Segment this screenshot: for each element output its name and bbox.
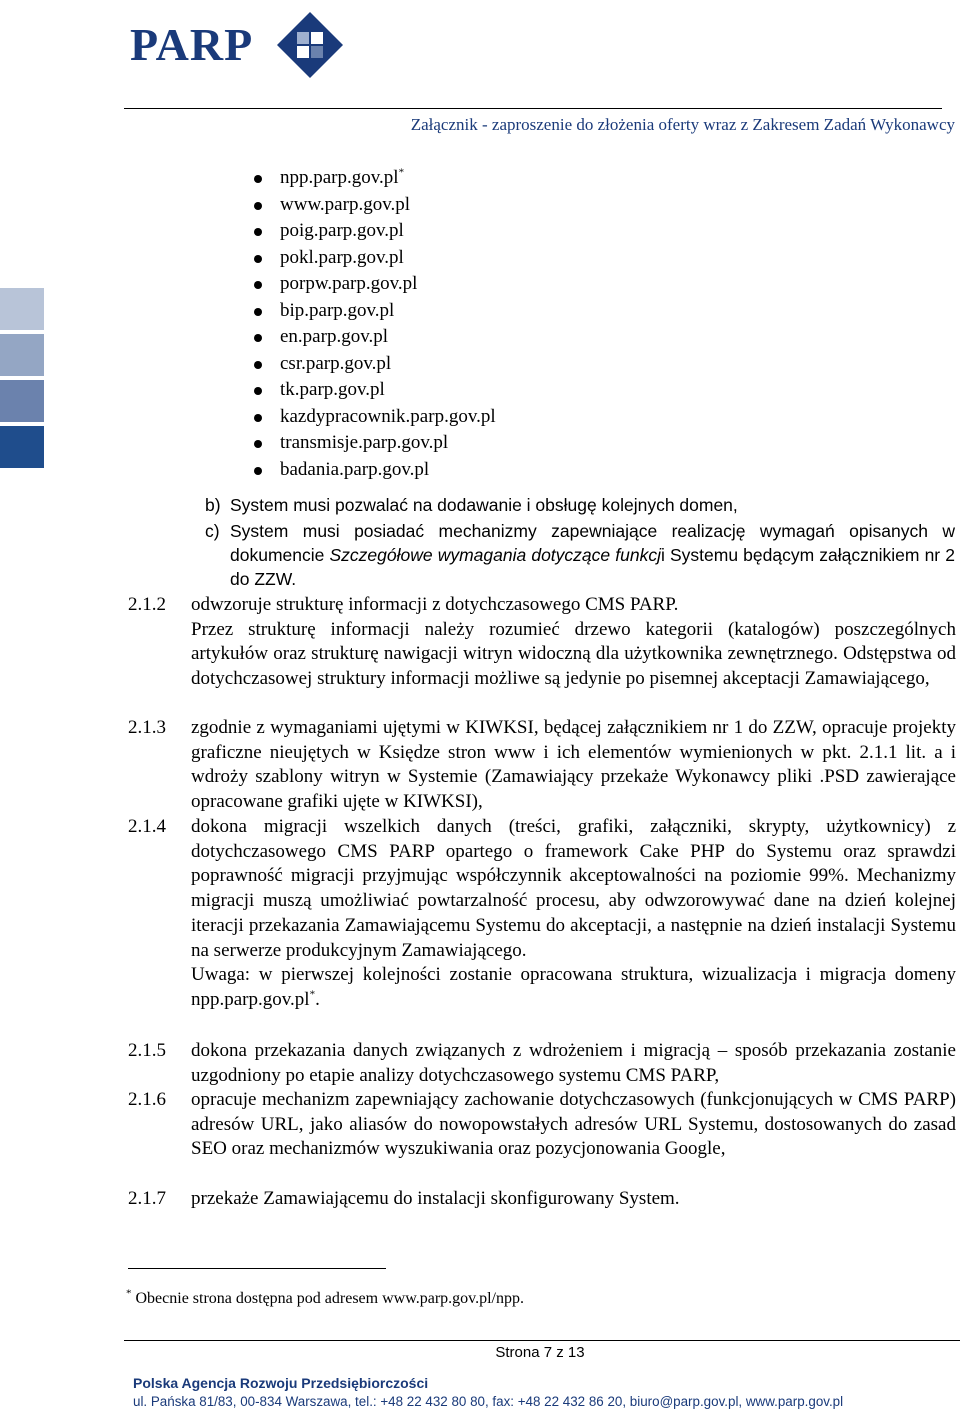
clause-2-1-6: [128, 1088, 956, 1162]
list-item: transmisje.parp.gov.pl: [252, 430, 496, 457]
side-square-3: [0, 380, 44, 422]
footer-divider: [124, 1340, 960, 1341]
clause-2-1-4: [128, 815, 956, 1013]
clause-2-1-5: [128, 1039, 956, 1088]
list-item: csr.parp.gov.pl: [252, 351, 496, 378]
agency-name: Polska Agencja Rozwoju Przedsiębiorczości: [133, 1375, 429, 1391]
clause-text: dokona migracji wszelkich danych (treści, grafiki, załączniki, skrypty, użytkownicy) z dotychczasowego CMS PARP opartego o framework Cake PHP do Systemu oraz sprawdzi poprawność migracji przyjmując współczynnik akceptowalności na poziomie 99%. Mechanizmy migracji muszą umożliwiać powtarzalność procesu, aby odwzorowywać dane na dzień kolejnej iteracji przekazania Zamawiającemu Systemu do akceptacji, a następnie na dzień instalacji Systemu na serwerze produkcyjnym Zamawiającego.: [191, 816, 956, 961]
clause-text: Przez strukturę informacji należy rozumieć drzewo kategorii (katalogów) poszczególnych artykułów oraz strukturę nawigacji witryn widoczną dla użytkownika zewnętrznego. Odstępstwa od dotychczasowej struktury informacji możliwe są jedynie po pisemnej akceptacji Zamawiającego,: [191, 618, 956, 690]
requirement-b: [205, 493, 955, 517]
clause-note: Uwaga: w pierwszej kolejności zostanie opracowana struktura, wizualizacja i migracja domeny npp.parp.gov.pl*.: [191, 964, 956, 1010]
clause-text: zgodnie z wymaganiami ujętymi w KIWKSI, będącej załącznikiem nr 1 do ZZW, opracuje projekty graficzne nieujętych w Księdze stron www i ich elementów wymienionych w pkt. 2.1.1 lit. a i wdroży szablony witryn w Systemie (Zamawiający przekaże Wykonawcy pliki .PSD zawierające opracowane grafiki ujęte w KIWKSI),: [191, 717, 956, 813]
clause-text: dokona przekazania danych związanych z wdrożeniem i migracją – sposób przekazania zostanie uzgodniony po etapie analizy dotychczasowego systemu CMS PARP,: [191, 1040, 956, 1086]
clause-text: opracuje mechanizm zapewniający zachowanie dotychczasowych (funkcjonujących w CMS PARP) adresów URL, jako aliasów do nowopowstałych adresów URL Systemu, dostosowanych do zasad SEO oraz mechanizmów wyszukiwania oraz pozycjonowania Google,: [191, 1089, 956, 1160]
side-square-2: [0, 334, 44, 376]
list-item: npp.parp.gov.pl*: [252, 165, 496, 192]
clause-2-1-2: [128, 593, 956, 692]
page-number: Strona 7 z 13: [495, 1344, 585, 1361]
clause-number: 2.1.2: [128, 594, 166, 615]
clause-number: 2.1.6: [128, 1089, 166, 1110]
list-item: kazdypracownik.parp.gov.pl: [252, 404, 496, 431]
parp-logo: [130, 6, 350, 86]
clause-number: 2.1.5: [128, 1040, 166, 1061]
logo-text: PARP: [130, 19, 254, 70]
clause-2-1-7: [128, 1187, 956, 1212]
list-item: bip.parp.gov.pl: [252, 298, 496, 325]
clause-text: przekaże Zamawiającemu do instalacji skonfigurowany System.: [191, 1188, 680, 1209]
side-square-4: [0, 426, 44, 468]
list-item: porpw.parp.gov.pl: [252, 271, 496, 298]
header-divider: [124, 108, 942, 109]
clause-number: 2.1.7: [128, 1188, 166, 1209]
domain-list: [252, 165, 496, 483]
list-item: badania.parp.gov.pl: [252, 457, 496, 484]
side-square-1: [0, 288, 44, 330]
side-decoration: [0, 288, 44, 472]
footnote: * Obecnie strona dostępna pod adresem www.parp.gov.pl/npp.: [126, 1287, 524, 1307]
clause-text: odwzoruje strukturę informacji z dotychczasowego CMS PARP.: [191, 594, 679, 615]
list-item: tk.parp.gov.pl: [252, 377, 496, 404]
document-subtitle: Załącznik - zaproszenie do złożenia oferty wraz z Zakresem Zadań Wykonawcy: [410, 115, 955, 134]
item-text: System musi posiadać mechanizmy zapewniające realizację wymagań opisanych w dokumencie Szczegółowe wymagania dotyczące funkcji Systemu będącym załącznikiem nr 2 do ZZW.: [230, 521, 955, 589]
clause-2-1-3: [128, 716, 956, 815]
item-label: b): [205, 495, 221, 515]
list-item: en.parp.gov.pl: [252, 324, 496, 351]
logo-mark-icon: [275, 10, 345, 80]
list-item: www.parp.gov.pl: [252, 192, 496, 219]
clause-number: 2.1.3: [128, 717, 166, 738]
footnote-divider: [128, 1268, 386, 1269]
clause-number: 2.1.4: [128, 816, 166, 837]
list-item: pokl.parp.gov.pl: [252, 245, 496, 272]
agency-address: ul. Pańska 81/83, 00-834 Warszawa, tel.: +48 22 432 80 80, fax: +48 22 432 86 20, biuro@parp.gov.pl, www.parp.gov.pl: [133, 1394, 844, 1409]
item-text: System musi pozwalać na dodawanie i obsługę kolejnych domen,: [230, 495, 738, 515]
item-label: c): [205, 521, 220, 541]
list-item: poig.parp.gov.pl: [252, 218, 496, 245]
requirement-c: [205, 519, 955, 591]
